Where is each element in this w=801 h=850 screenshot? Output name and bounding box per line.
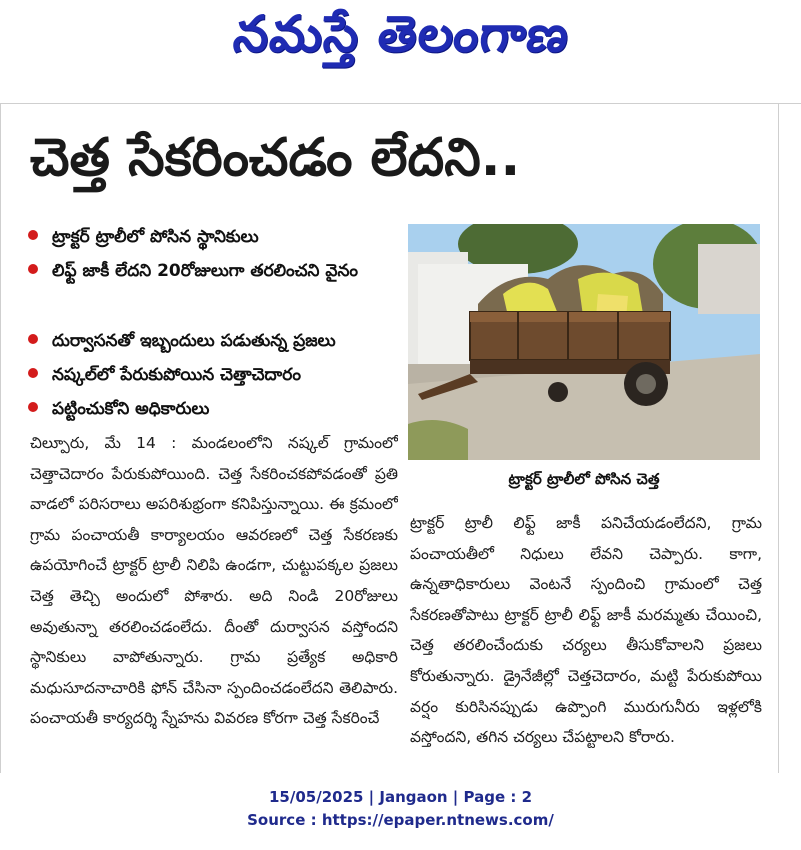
edition-info: 15/05/2025 | Jangaon | Page : 2	[268, 788, 533, 806]
source-link[interactable]: Source : https://epaper.ntnews.com/	[247, 811, 554, 829]
garbage-trolley-image	[408, 224, 760, 460]
article-headline: చెత్త సేకరించడం లేదని..	[30, 128, 521, 188]
clipping-border-top	[0, 103, 801, 104]
bullet-icon	[28, 402, 38, 412]
clipping-border-right	[778, 103, 779, 773]
highlight-item	[28, 220, 403, 254]
masthead-logo-text: నమస్తే తెలంగాణ	[230, 4, 573, 63]
highlight-text: ట్రాక్టర్ ట్రాలీలో పోసిన స్థానికులు	[52, 227, 259, 247]
photo-caption: ట్రాక్టర్ ట్రాలీలో పోసిన చెత్త	[508, 470, 660, 488]
tractor-trolley-photo	[408, 224, 760, 460]
highlight-item	[28, 324, 403, 358]
article-body-left-column: చిల్పూరు, మే 14 : మండలంలోని నష్కల్ గ్రామంలో చెత్తాచెదారం పేరుకుపోయింది. చెత్త సేకరించకపోవడంతో ప్రతి వాడలో పరిసరాలు అపరిశుభ్రంగా కనిపిస్తున్నాయి. ఈ క్రమంలో గ్రామ పంచాయతీ కార్యాలయం ఆవరణలో చెత్త సేకరణకు ఉపయోగించే ట్రాక్టర్ ట్రాలీ నిలిపి ఉండగా, చుట్టుపక్కల ప్రజలు చెత్త తెచ్చి అందులో పోశారు. అది నిండి 20రోజులు అవుతున్నా తరలించడంలేదు. దీంతో దుర్వాసన వస్తోందని స్థానికులు వాపోతున్నారు. గ్రామ ప్రత్యేక అధికారి మధుసూదనాచారికి ఫోన్ చేసినా స్పందించడంలేదని తెలిపారు. పంచాయతీ కార్యదర్శి స్నేహను వివరణ కోరగా చెత్త సేకరించే	[30, 434, 398, 728]
highlight-text: దుర్వాసనతో ఇబ్బందులు పడుతున్న ప్రజలు	[52, 331, 336, 351]
highlight-item	[28, 392, 403, 426]
bullet-icon	[28, 264, 38, 274]
highlight-item	[28, 358, 403, 392]
highlight-text: పట్టించుకోని అధికారులు	[52, 399, 210, 419]
clipping-border-left	[0, 103, 1, 773]
bullet-icon	[28, 230, 38, 240]
article-highlights	[28, 220, 403, 426]
highlight-text: లిఫ్ట్ జాకీ లేదని 20రోజులుగా తరలించని వైనం	[52, 261, 359, 281]
bullet-icon	[28, 334, 38, 344]
bullet-icon	[28, 368, 38, 378]
article-body-right-column: ట్రాక్టర్ ట్రాలీ లిఫ్ట్ జాకీ పనిచేయడంలేదని, గ్రామ పంచాయతీలో నిధులు లేవని చెప్పారు. కాగా, ఉన్నతాధికారులు వెంటనే స్పందించి గ్రామంలో చెత్త సేకరణతోపాటు ట్రాక్టర్ ట్రాలీ లిఫ్ట్ జాకీ మరమ్మతు చేయించి, చెత్త తరలించేందుకు చర్యలు తీసుకోవాలని ప్రజలు కోరుతున్నారు. డ్రైనేజీల్లో చెత్తచెదారం, మట్టి పేరుకుపోయి వర్షం కురిసినప్పుడు ఉప్పొంగి మురుగునీరు ఇళ్లలోకి వస్తోందని, తగిన చర్యలు చేపట్టాలని కోరారు.	[410, 514, 762, 747]
highlight-item	[28, 254, 403, 324]
newspaper-masthead	[0, 0, 801, 80]
highlight-text: నష్కల్‌లో పేరుకుపోయిన చెత్తాచెదారం	[52, 365, 301, 385]
